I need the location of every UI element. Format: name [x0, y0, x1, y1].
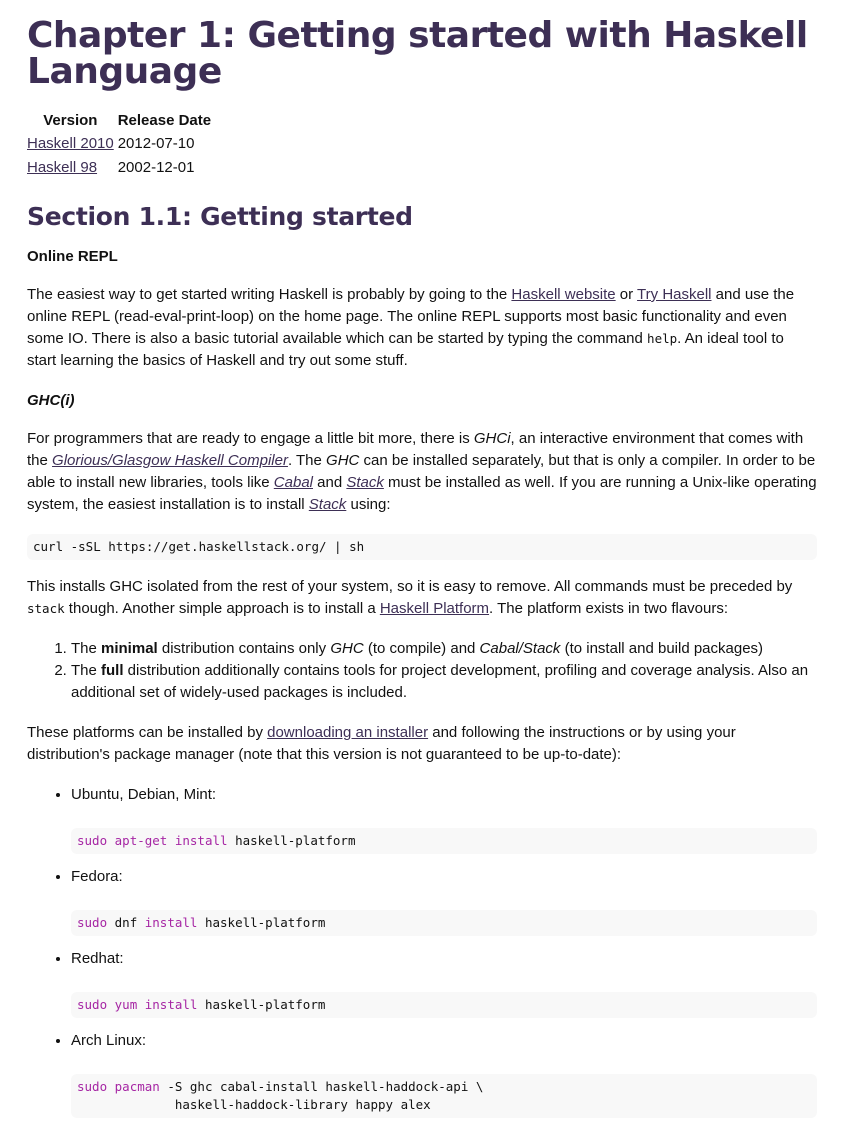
- haskell-platform-link[interactable]: Haskell Platform: [379, 600, 490, 617]
- list-item: 2. The full distribution additionally contains tools for project development, profiling and coverage analysis. Also an additional set of widely-used packages is included.: [71, 660, 817, 704]
- list-item-fedora: • Fedora: sudo dnf install haskell-platform: [71, 866, 817, 936]
- list-item-arch: • Arch Linux: sudo pacman -S ghc cabal-install haskell-haddock-api \ haskell-haddock-library happy alex: [71, 1030, 817, 1118]
- download-installer-link[interactable]: downloading an installer: [267, 724, 429, 741]
- code-block: sudo dnf install haskell-platform: [71, 910, 817, 936]
- paragraph-installers: These platforms can be installed by downloading an installer and following the instructions or by using your distribution's package manager (note that this version is not guaranteed to be up-to-date):: [27, 724, 736, 763]
- section-title: Section 1.1: Getting started: [27, 202, 413, 231]
- code-block: sudo pacman -S ghc cabal-install haskell-haddock-api \ haskell-haddock-library happy alex: [71, 1074, 817, 1118]
- chapter-title: Chapter 1: Getting started with Haskell Language: [27, 15, 808, 92]
- list-item-redhat: • Redhat: sudo yum install haskell-platform: [71, 948, 817, 1018]
- code-block: sudo yum install haskell-platform: [71, 992, 817, 1018]
- paragraph-repl: The easiest way to get started writing Haskell is probably by going to the Haskell website or Try Haskell and use the online REPL (read-eval-print-loop) on the home page. The online REPL supports most basic functionality and even some IO. There is also a basic tutorial available which can be started by typing the command help. An ideal tool to start learning the basics of Haskell and try out some stuff.: [27, 286, 795, 369]
- code-block-curl: curl -sSL https://get.haskellstack.org/ | sh: [27, 534, 817, 560]
- stack-link[interactable]: Stack: [346, 474, 384, 491]
- list-item: 1. The minimal distribution contains only GHC (to compile) and Cabal/Stack (to install and build packages): [71, 638, 817, 660]
- list-item-ubuntu: • Ubuntu, Debian, Mint: sudo apt-get install haskell-platform: [71, 784, 817, 854]
- flavours-list: [27, 638, 817, 704]
- table-header: Version Release Date: [43, 112, 212, 129]
- paragraph-platform: This installs GHC isolated from the rest of your system, so it is easy to remove. All commands must be preceded by stack though. Another simple approach is to install a Haskell Platform. The platform exists in two flavours:: [27, 578, 793, 617]
- paragraph-ghci: For programmers that are ready to engage a little bit more, there is GHCi, an interactive environment that comes with the Glorious/Glasgow Haskell Compiler. The GHC can be installed separately, but that is only a compiler. In order to be able to install new libraries, tools like Cabal and Stack must be installed as well. If you are running a Unix-like operating system, the easiest installation is to install Stack using:: [27, 430, 817, 513]
- haskell-website-link[interactable]: Haskell website: [511, 286, 616, 303]
- distro-list: [27, 784, 817, 1118]
- table-row: Haskell 98 2002-12-01: [27, 159, 195, 176]
- table-row: Haskell 2010 2012-07-10: [27, 135, 195, 152]
- subheading-ghci: GHC(i): [27, 392, 75, 409]
- version-link[interactable]: Haskell 2010: [27, 135, 114, 152]
- version-link[interactable]: Haskell 98: [27, 159, 98, 176]
- try-haskell-link[interactable]: Try Haskell: [637, 286, 712, 303]
- versions-table: [25, 110, 213, 180]
- cabal-link[interactable]: Cabal: [273, 474, 313, 491]
- code-block: sudo apt-get install haskell-platform: [71, 828, 817, 854]
- subheading-online-repl: Online REPL: [27, 248, 118, 265]
- ghc-link[interactable]: Glorious/Glasgow Haskell Compiler: [52, 452, 288, 469]
- stack-link-2[interactable]: Stack: [308, 496, 347, 513]
